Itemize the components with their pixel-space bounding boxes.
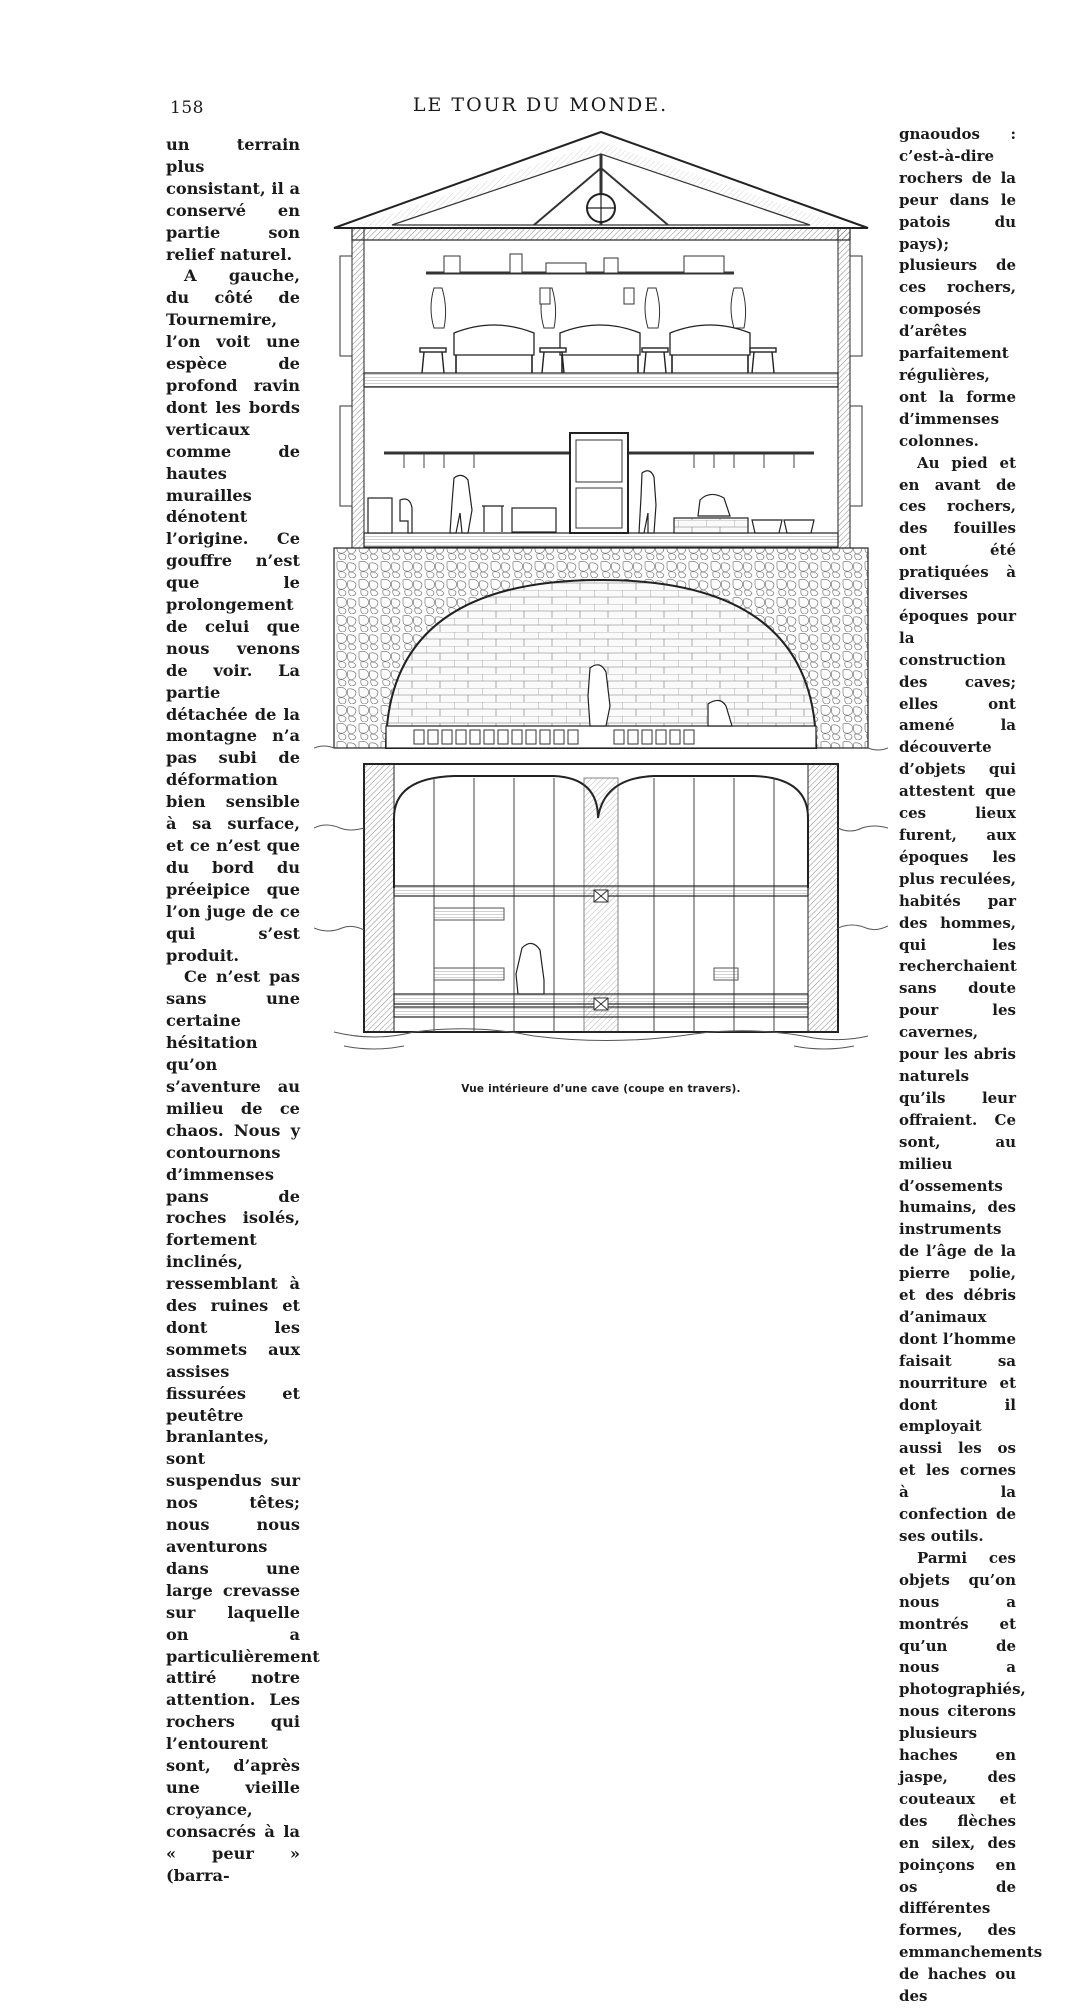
paragraph: un terrain plus consistant, il a conservé en partie son relief naturel. [166,135,300,264]
dormitory-floor [364,254,838,387]
paragraph: A gauche, du côté de Tournemire, l’on voit une espèce de profond ravin dont les bords verticaux comme de hautes murailles dénotent l’origine. Ce gouffre n’est que le prolongement de celui que nous venons de voir. La partie détachée de la montagne n’a pas subi de déformation bien sensible à sa surface, et ce n’est que du bord du préeipice que l’on juge de ce qui s’est produit. [166,266,300,965]
figure-caption: Vue intérieure d’une cave (coupe en travers). [461,1083,741,1095]
left-text-column [166,134,320,1887]
right-text-column [899,124,1043,2008]
page-number: 158 [170,98,204,118]
workshop-floor [364,433,838,547]
cellar-cross-section-engraving [314,128,888,1068]
paragraph: gnaoudos : c’est-à-dire rochers de la peur dans le patois du pays); plusieurs de ces rochers, composés d’arêtes parfaitement régulières, ont la forme d’immenses colonnes. [899,125,1016,450]
paragraph: Parmi ces objets qu’on nous a montrés et qu’un de nous a photographiés, nous citerons plusieurs haches en jaspe, des couteaux et des flèches en silex, des poinçons en os de différentes formes, des emmanchements de haches ou des [899,1548,1043,2006]
paragraph: Au pied et en avant de ces rochers, des fouilles ont été pratiquées à diverses époques pour la construction des caves; elles ont amené la découverte d’objets qui attestent que ces lieux furent, aux époques les plus reculées, habités par des hommes, qui les recherchaient sans doute pour les cavernes, pour les abris naturels qu’ils leur offraient. Ce sont, au milieu d’ossements humains, des instruments de l’âge de la pierre polie, et des débris d’animaux dont l’homme faisait sa nourriture et dont il employait aussi les os et les cornes à la confection de ses outils. [899,453,1017,1545]
paragraph: Ce n’est pas sans une certaine hésitation qu’on s’aventure au milieu de ce chaos. Nous y contournons d’immenses pans de roches isolés, fortement inclinés, ressemblant à des ruines et dont les sommets aux assises fissurées et peutêtre branlantes, sont suspendus sur nos têtes; nous nous aventurons dans une large crevasse sur laquelle on a particulièrement attiré notre attention. Les rochers qui l’entourent sont, d’après une vieille croyance, consacrés à la « peur » (barra- [166,967,320,1885]
roof [334,132,868,228]
lower-cellar [364,764,838,1032]
vaulted-cellar [334,548,868,748]
running-title: LE TOUR DU MONDE. [412,94,669,116]
